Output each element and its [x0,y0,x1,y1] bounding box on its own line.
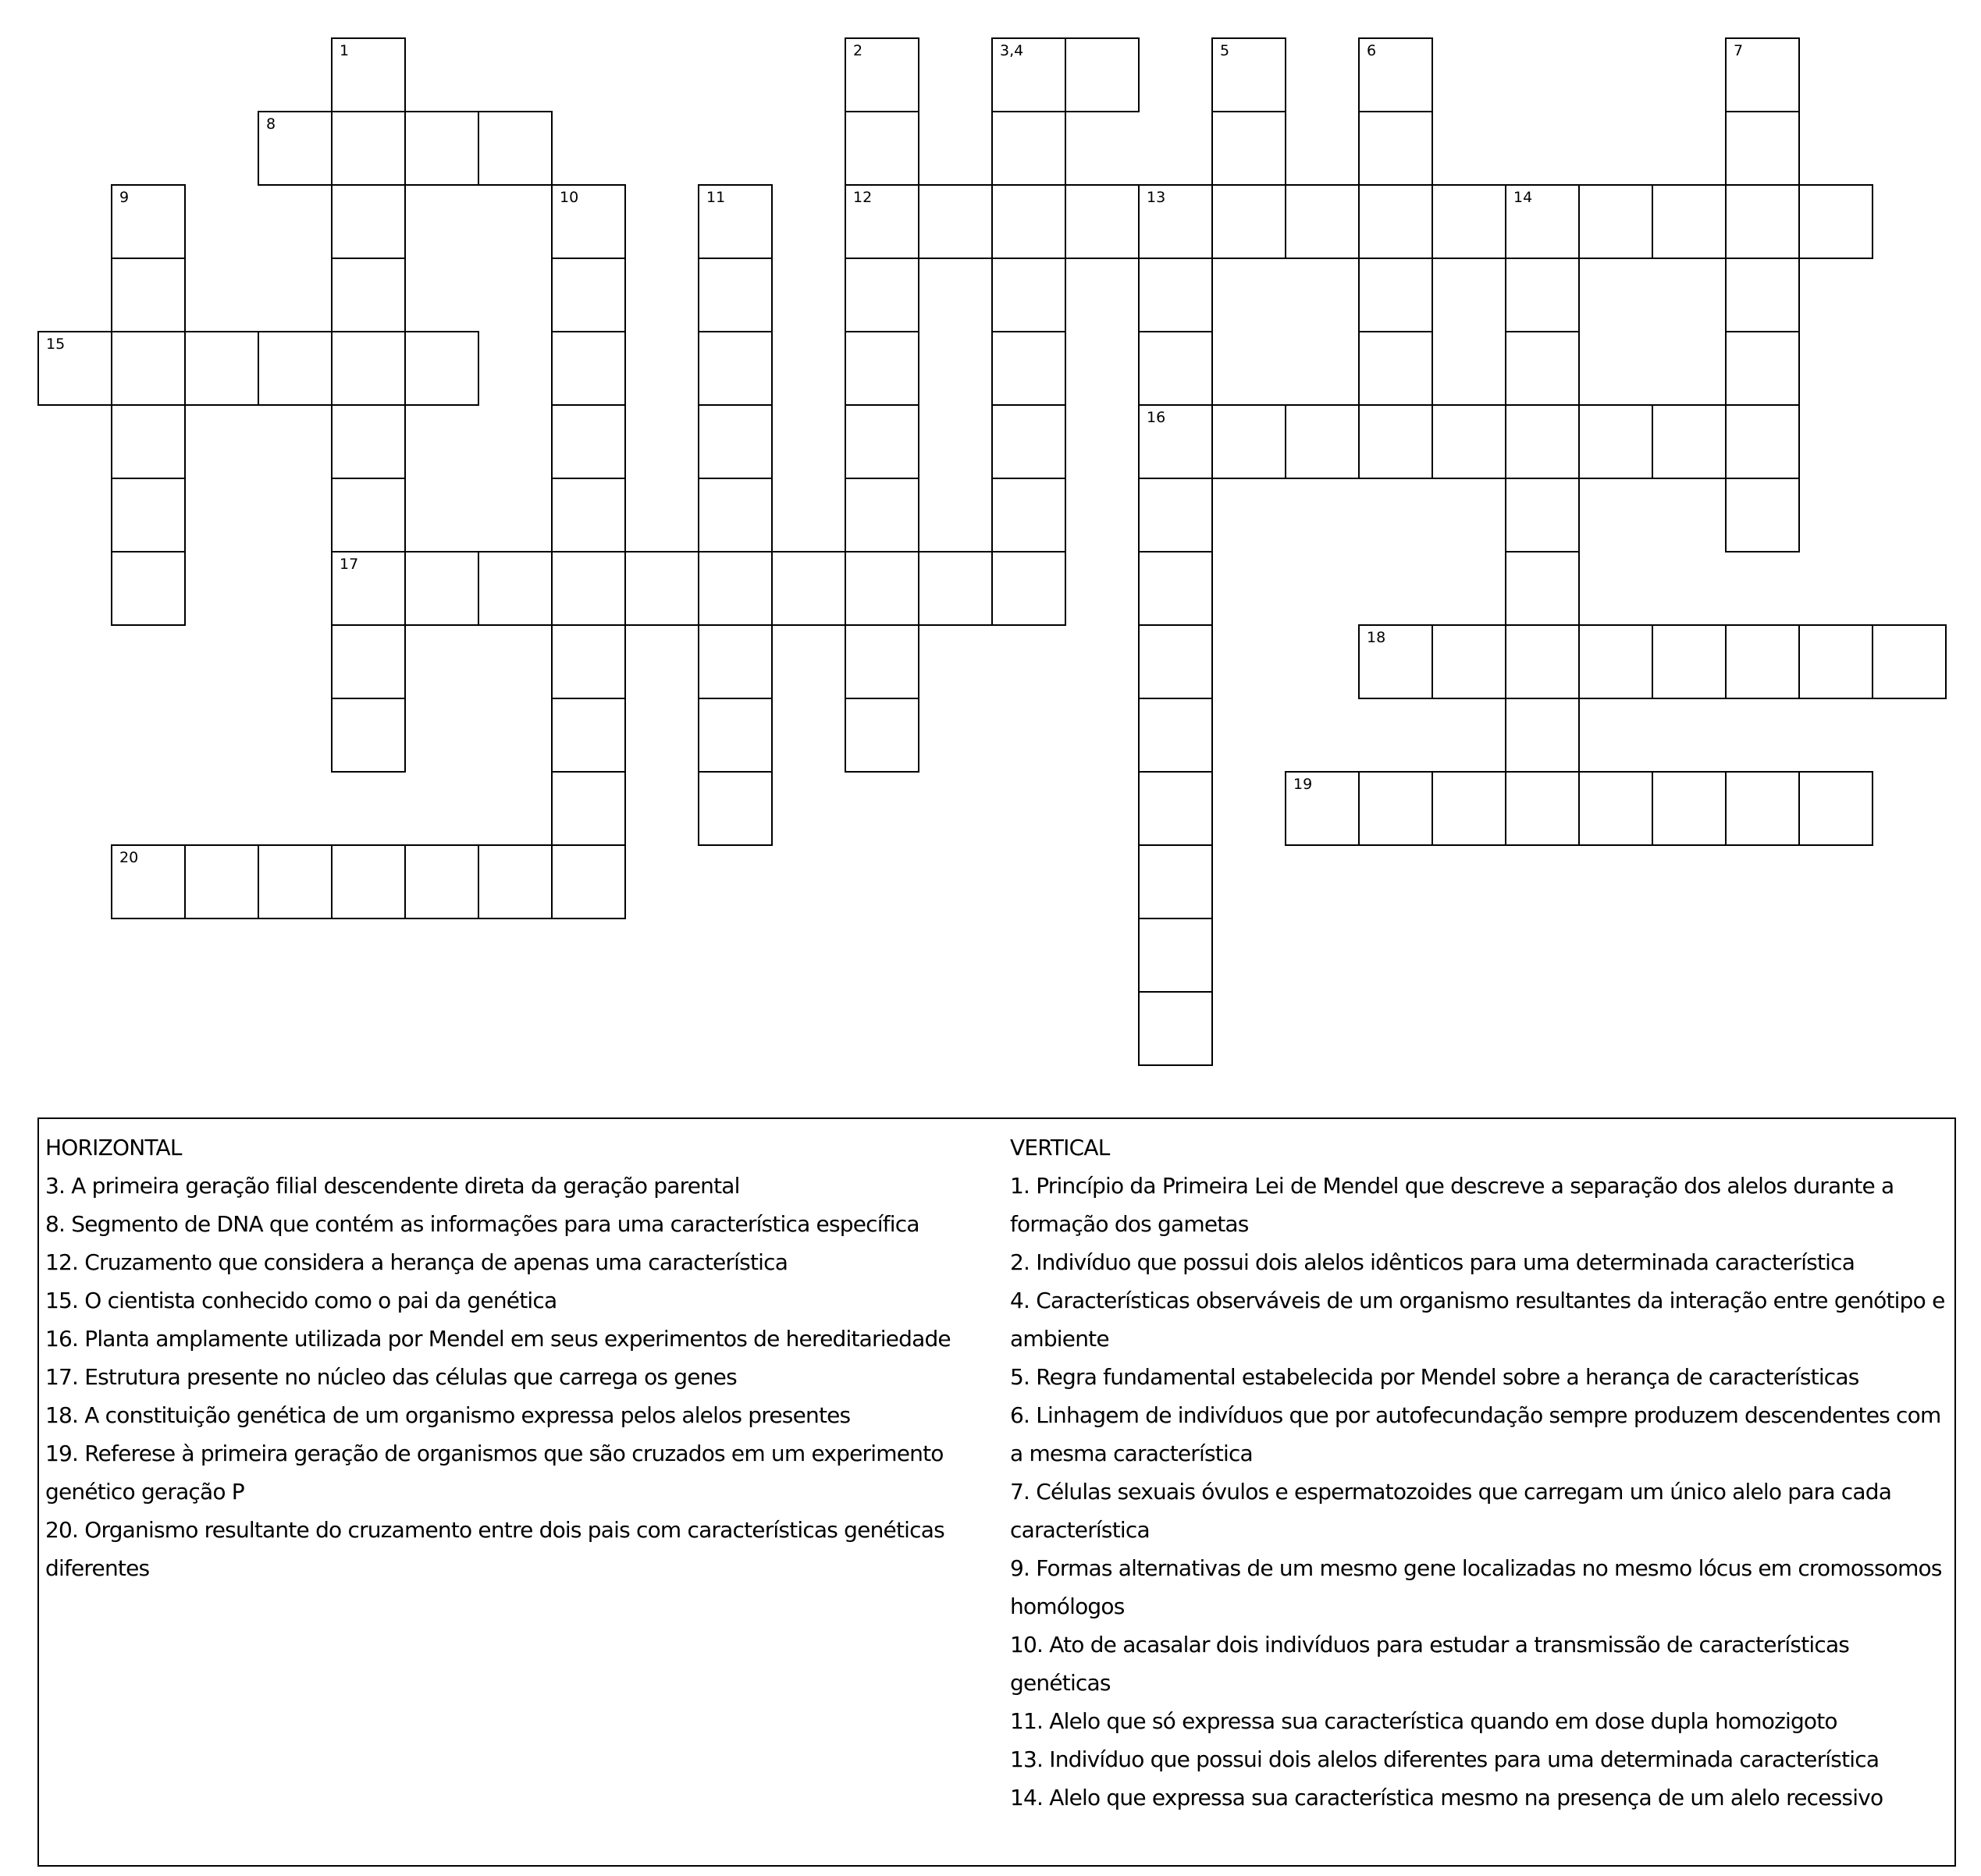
clue-number: 1 [340,42,350,59]
crossword-cell[interactable] [1652,771,1727,846]
clue-h-17: 17. Estrutura presente no núcleo das células que carrega os genes [45,1364,737,1390]
crossword-cell[interactable] [331,111,406,186]
clue-number: 10 [560,189,579,206]
crossword-cell[interactable] [1798,184,1873,259]
crossword-cell[interactable] [1505,184,1580,259]
crossword-cell[interactable] [551,551,626,626]
crossword-cell[interactable] [1138,258,1213,332]
crossword-cell[interactable] [184,331,259,406]
crossword-cell[interactable] [1798,624,1873,699]
crossword-cell[interactable] [1578,624,1653,699]
crossword-cell[interactable] [1358,37,1433,112]
crossword-cell[interactable] [698,478,773,552]
crossword-cell[interactable] [404,331,479,406]
crossword-cell[interactable] [1138,551,1213,626]
crossword-cell[interactable] [991,184,1066,259]
crossword-cell[interactable] [991,551,1066,626]
crossword-cell[interactable] [1358,331,1433,406]
crossword-cell[interactable] [111,331,186,406]
crossword-cell[interactable] [1358,771,1433,846]
crossword-cell[interactable] [551,184,626,259]
crossword-cell[interactable] [111,551,186,626]
crossword-cell[interactable] [845,258,919,332]
clue-h-12: 12. Cruzamento que considera a herança de apenas uma característica [45,1249,788,1275]
crossword-cell[interactable] [1652,404,1727,479]
crossword-cell[interactable] [551,478,626,552]
crossword-cell[interactable] [698,184,773,259]
crossword-cell[interactable] [1505,698,1580,773]
clue-number: 13 [1147,189,1166,206]
crossword-cell[interactable] [331,624,406,699]
crossword-cell[interactable] [1725,404,1800,479]
clue-number: 16 [1147,409,1166,426]
crossword-cell[interactable] [1358,111,1433,186]
crossword-cell[interactable] [551,771,626,846]
crossword-cell[interactable] [1725,258,1800,332]
clue-number: 5 [1220,42,1230,59]
crossword-cell[interactable] [1138,991,1213,1066]
crossword-cell[interactable] [1065,184,1140,259]
crossword-cell[interactable] [1358,184,1433,259]
crossword-cell[interactable] [1798,771,1873,846]
clue-v-5: 5. Regra fundamental estabelecida por Mendel sobre a herança de características [1010,1364,1859,1390]
clue-number: 17 [340,556,359,573]
crossword-cell[interactable] [551,258,626,332]
crossword-cell[interactable] [551,698,626,773]
crossword-cell[interactable] [1138,478,1213,552]
crossword-cell[interactable] [845,478,919,552]
crossword-cell[interactable] [258,844,333,919]
clue-v-4: 4. Características observáveis de um organismo resultantes da interação entre genótipo e ambiente [1010,1288,1945,1352]
crossword-cell[interactable] [624,551,699,626]
crossword-cell[interactable] [331,551,406,626]
clue-number: 6 [1367,42,1377,59]
crossword-cell[interactable] [331,258,406,332]
crossword-cell[interactable] [1211,404,1286,479]
crossword-cell[interactable] [1211,37,1286,112]
crossword-cell[interactable] [331,698,406,773]
crossword-cell[interactable] [478,844,553,919]
crossword-cell[interactable] [991,258,1066,332]
crossword-cell[interactable] [478,111,553,186]
clues-box [37,1117,1956,1867]
crossword-cell[interactable] [1138,844,1213,919]
clue-v-14: 14. Alelo que expressa sua característica mesmo na presença de um alelo recessivo [1010,1785,1883,1810]
crossword-cell[interactable] [258,331,333,406]
horizontal-clues [45,1128,998,1587]
clue-h-16: 16. Planta amplamente utilizada por Mendel em seus experimentos de hereditariedade [45,1326,951,1352]
crossword-cell[interactable] [37,331,112,406]
clue-number: 9 [119,189,130,206]
clue-number: 19 [1293,776,1313,793]
clue-v-2: 2. Indivíduo que possui dois alelos idênticos para uma determinada característica [1010,1249,1855,1275]
crossword-cell[interactable] [1285,184,1360,259]
clue-h-3: 3. A primeira geração filial descendente direta da geração parental [45,1173,740,1199]
crossword-cell[interactable] [845,551,919,626]
crossword-cell[interactable] [404,111,479,186]
crossword-cell[interactable] [331,331,406,406]
crossword-cell[interactable] [1505,624,1580,699]
crossword-cell[interactable] [258,111,333,186]
crossword-cell[interactable] [1432,771,1506,846]
crossword-cell[interactable] [1138,771,1213,846]
crossword-cell[interactable] [404,844,479,919]
clue-v-13: 13. Indivíduo que possui dois alelos diferentes para uma determinada característica [1010,1746,1880,1772]
crossword-cell[interactable] [845,624,919,699]
clue-number: 20 [119,849,139,866]
crossword-cell[interactable] [331,478,406,552]
crossword-cell[interactable] [551,331,626,406]
crossword-cell[interactable] [551,404,626,479]
crossword-cell[interactable] [1872,624,1947,699]
crossword-cell[interactable] [1358,404,1433,479]
crossword-cell[interactable] [698,331,773,406]
crossword-cell[interactable] [1358,258,1433,332]
crossword-cell[interactable] [698,258,773,332]
clue-number: 3,4 [1000,42,1024,59]
crossword-cell[interactable] [184,844,259,919]
clue-number: 15 [46,336,66,353]
crossword-cell[interactable] [1138,624,1213,699]
clue-h-8: 8. Segmento de DNA que contém as informações para uma característica específica [45,1211,919,1237]
clue-h-19: 19. Referese à primeira geração de organismos que são cruzados em um experimento genético geração P [45,1441,944,1505]
crossword-cell[interactable] [845,37,919,112]
crossword-cell[interactable] [111,844,186,919]
horizontal-title: HORIZONTAL [45,1135,182,1160]
crossword-cell[interactable] [111,184,186,259]
clue-v-6: 6. Linhagem de indivíduos que por autofecundação sempre produzem descendentes com a mesma característica [1010,1402,1941,1466]
vertical-title: VERTICAL [1010,1135,1110,1160]
crossword-cell[interactable] [1505,771,1580,846]
clue-v-9: 9. Formas alternativas de um mesmo gene localizadas no mesmo lócus em cromossomos homólogos [1010,1555,1942,1619]
crossword-cell[interactable] [1725,331,1800,406]
crossword-cell[interactable] [698,404,773,479]
crossword-cell[interactable] [771,551,846,626]
clue-h-18: 18. A constituição genética de um organismo expressa pelos alelos presentes [45,1402,851,1428]
clue-number: 2 [853,42,863,59]
vertical-clues [1010,1128,1947,1817]
crossword-cell[interactable] [331,184,406,259]
crossword-cell[interactable] [1578,771,1653,846]
crossword-cell[interactable] [991,404,1066,479]
crossword-cell[interactable] [1505,258,1580,332]
clue-v-1: 1. Princípio da Primeira Lei de Mendel que descreve a separação dos alelos durante a formação dos gametas [1010,1173,1894,1237]
crossword-cell[interactable] [845,331,919,406]
crossword-cell[interactable] [551,624,626,699]
clue-v-7: 7. Células sexuais óvulos e espermatozoides que carregam um único alelo para cada característica [1010,1479,1892,1543]
crossword-cell[interactable] [1285,404,1360,479]
crossword-cell[interactable] [478,551,553,626]
crossword-cell[interactable] [1505,478,1580,552]
crossword-cell[interactable] [1432,404,1506,479]
crossword-cell[interactable] [1725,771,1800,846]
crossword-cell[interactable] [1358,624,1433,699]
crossword-cell[interactable] [1505,551,1580,626]
crossword-cell[interactable] [1065,37,1140,112]
crossword-cell[interactable] [1725,111,1800,186]
crossword-cell[interactable] [1138,184,1213,259]
crossword-cell[interactable] [698,771,773,846]
crossword-cell[interactable] [1138,918,1213,993]
clue-number: 8 [266,115,276,133]
crossword-cell[interactable] [1578,184,1653,259]
crossword-cell[interactable] [404,551,479,626]
clue-number: 7 [1734,42,1744,59]
crossword-cell[interactable] [551,844,626,919]
crossword-cell[interactable] [1725,37,1800,112]
crossword-cell[interactable] [1725,624,1800,699]
crossword-cell[interactable] [331,37,406,112]
clue-number: 12 [853,189,873,206]
crossword-cell[interactable] [845,698,919,773]
clue-v-11: 11. Alelo que só expressa sua característica quando em dose dupla homozigoto [1010,1708,1837,1734]
crossword-cell[interactable] [1578,404,1653,479]
crossword-cell[interactable] [698,551,773,626]
crossword-cell[interactable] [1725,478,1800,552]
crossword-cell[interactable] [1505,331,1580,406]
crossword-cell[interactable] [111,404,186,479]
clue-h-15: 15. O cientista conhecido como o pai da genética [45,1288,557,1313]
crossword-cell[interactable] [1285,771,1360,846]
crossword-cell[interactable] [845,404,919,479]
crossword-cell[interactable] [918,184,993,259]
crossword-cell[interactable] [698,698,773,773]
clue-h-20: 20. Organismo resultante do cruzamento entre dois pais com características genéticas diferentes [45,1517,944,1581]
crossword-cell[interactable] [845,184,919,259]
crossword-cell[interactable] [331,404,406,479]
crossword-cell[interactable] [111,478,186,552]
crossword-cell[interactable] [1211,184,1286,259]
crossword-cell[interactable] [1138,698,1213,773]
crossword-cell[interactable] [991,37,1066,112]
crossword-cell[interactable] [991,111,1066,186]
crossword-cell[interactable] [1652,624,1727,699]
crossword-cell[interactable] [1138,331,1213,406]
crossword-cell[interactable] [111,258,186,332]
crossword-cell[interactable] [918,551,993,626]
crossword-cell[interactable] [991,331,1066,406]
crossword-cell[interactable] [1211,111,1286,186]
crossword-cell[interactable] [1725,184,1800,259]
clue-number: 14 [1513,189,1533,206]
crossword-cell[interactable] [1138,404,1213,479]
crossword-cell[interactable] [845,111,919,186]
crossword-cell[interactable] [1505,404,1580,479]
clue-v-10: 10. Ato de acasalar dois indivíduos para estudar a transmissão de características genéticas [1010,1632,1850,1696]
clue-number: 18 [1367,629,1386,646]
crossword-cell[interactable] [991,478,1066,552]
crossword-cell[interactable] [1432,184,1506,259]
crossword-cell[interactable] [698,624,773,699]
clue-number: 11 [706,189,726,206]
crossword-cell[interactable] [1432,624,1506,699]
crossword-cell[interactable] [331,844,406,919]
crossword-cell[interactable] [1652,184,1727,259]
